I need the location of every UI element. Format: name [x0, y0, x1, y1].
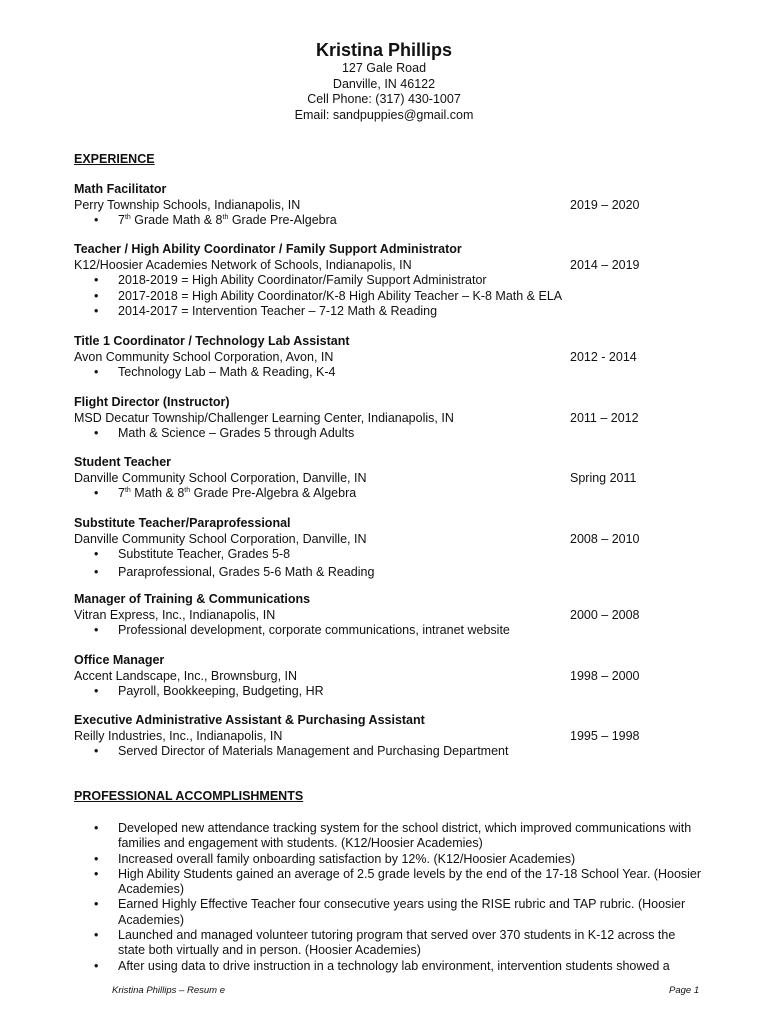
job-bullet: • 2014-2017 = Intervention Teacher – 7-12 Math & Reading — [74, 304, 694, 320]
job-title: Flight Director (Instructor) — [74, 395, 230, 409]
job-entry — [74, 182, 694, 229]
job-dates: Spring 2011 — [570, 470, 637, 485]
job-dates: 2019 – 2020 — [570, 197, 640, 212]
resume-header — [0, 40, 768, 123]
job-org: K12/Hoosier Academies Network of Schools, Indianapolis, IN — [74, 257, 412, 272]
job-entry — [74, 242, 694, 320]
job-dates: 2000 – 2008 — [570, 607, 640, 622]
applicant-name: Kristina Phillips — [315, 40, 453, 60]
job-org: Reilly Industries, Inc., Indianapolis, IN — [74, 728, 283, 743]
job-bullet: • Math & Science – Grades 5 through Adults — [74, 426, 694, 442]
job-bullet: • 2018-2019 = High Ability Coordinator/Family Support Administrator — [74, 273, 694, 289]
address-line-1: 127 Gale Road — [341, 61, 427, 75]
job-title: Manager of Training & Communications — [74, 592, 311, 606]
job-dates: 2008 – 2010 — [570, 531, 640, 546]
job-org: Accent Landscape, Inc., Brownsburg, IN — [74, 668, 298, 683]
job-org: MSD Decatur Township/Challenger Learning Center, Indianapolis, IN — [74, 410, 454, 425]
job-entry — [74, 334, 694, 381]
job-entry — [74, 713, 694, 760]
job-org: Danville Community School Corporation, Danville, IN — [74, 470, 367, 485]
job-bullet: • Payroll, Bookkeeping, Budgeting, HR — [74, 684, 694, 700]
job-title: Substitute Teacher/Paraprofessional — [74, 516, 291, 530]
job-bullet: • 2017-2018 = High Ability Coordinator/K-8 High Ability Teacher – K-8 Math & ELA — [74, 289, 694, 305]
job-title: Teacher / High Ability Coordinator / Family Support Administrator — [74, 242, 462, 256]
job-bullet: • Paraprofessional, Grades 5-6 Math & Reading — [74, 565, 694, 581]
list-item: • Launched and managed volunteer tutoring program that served over 370 students in K-12 across the state both virtually and in person. (Hoosier Academies) — [74, 928, 704, 959]
job-bullet: • Technology Lab – Math & Reading, K-4 — [74, 365, 694, 381]
job-entry — [74, 653, 694, 700]
job-bullet: • 7th Math & 8th Grade Pre-Algebra & Algebra — [74, 486, 694, 502]
job-entry — [74, 455, 694, 502]
job-org: Vitran Express, Inc., Indianapolis, IN — [74, 607, 276, 622]
phone-line: Cell Phone: (317) 430-1007 — [307, 92, 461, 106]
job-dates: 2011 – 2012 — [570, 410, 639, 425]
job-entry — [74, 395, 694, 442]
job-dates: 1995 – 1998 — [570, 728, 640, 743]
page-number: Page 1 — [669, 985, 700, 996]
job-title: Executive Administrative Assistant & Purchasing Assistant — [74, 713, 425, 727]
job-bullet: • Professional development, corporate communications, intranet website — [74, 623, 694, 639]
job-title: Student Teacher — [74, 455, 172, 469]
accomplishments-heading: PROFESSIONAL ACCOMPLISHMENTS — [74, 789, 304, 803]
job-entry — [74, 516, 694, 580]
job-dates: 2012 - 2014 — [570, 349, 637, 364]
experience-heading: EXPERIENCE — [74, 152, 155, 166]
footer-title: Kristina Phillips – Resum e — [112, 985, 225, 996]
list-item: • High Ability Students gained an average of 2.5 grade levels by the end of the 17-18 School Year. (Hoosier Academies) — [74, 867, 704, 898]
job-bullet: • 7th Grade Math & 8th Grade Pre-Algebra — [74, 213, 694, 229]
list-item: • Developed new attendance tracking system for the school district, which improved communications with families and engagement with students. (K12/Hoosier Academies) — [74, 821, 704, 852]
list-item: • After using data to drive instruction in a technology lab environment, intervention students showed a — [74, 959, 704, 974]
job-org: Avon Community School Corporation, Avon, IN — [74, 349, 334, 364]
job-dates: 1998 – 2000 — [570, 668, 640, 683]
job-title: Title 1 Coordinator / Technology Lab Assistant — [74, 334, 350, 348]
job-title: Math Facilitator — [74, 182, 167, 196]
job-bullet: • Substitute Teacher, Grades 5-8 — [74, 547, 694, 563]
job-org: Perry Township Schools, Indianapolis, IN — [74, 197, 301, 212]
job-dates: 2014 – 2019 — [570, 257, 640, 272]
job-org: Danville Community School Corporation, Danville, IN — [74, 531, 367, 546]
email-line: Email: sandpuppies@gmail.com — [294, 107, 474, 122]
job-title: Office Manager — [74, 653, 165, 667]
list-item: • Earned Highly Effective Teacher four consecutive years using the RISE rubric and TAP rubric. (Hoosier Academies) — [74, 897, 704, 928]
job-entry — [74, 592, 694, 639]
address-line-2: Danville, IN 46122 — [332, 76, 436, 91]
list-item: • Increased overall family onboarding satisfaction by 12%. (K12/Hoosier Academies) — [74, 852, 704, 867]
job-bullet: • Served Director of Materials Management and Purchasing Department — [74, 744, 694, 760]
accomplishments-list — [74, 821, 704, 974]
